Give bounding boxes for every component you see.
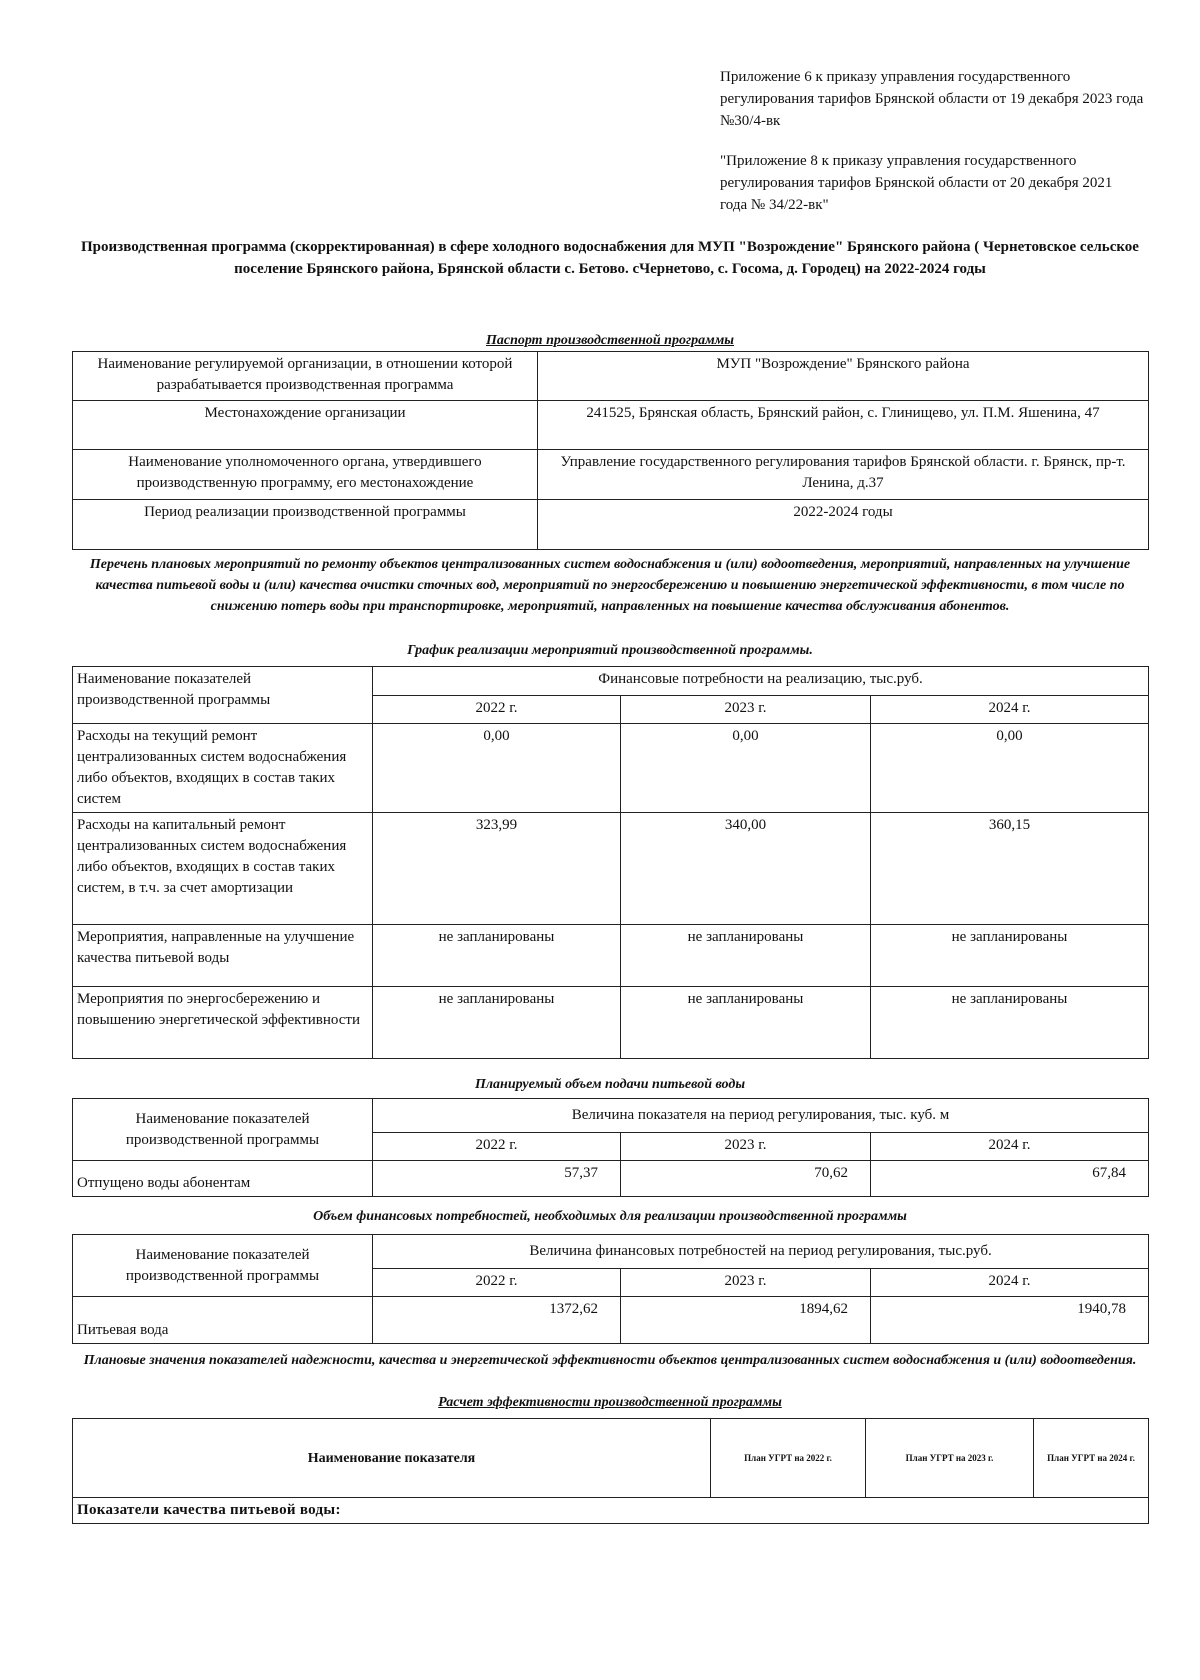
table-row bbox=[73, 1235, 1149, 1269]
passport-label: Местонахождение организации bbox=[73, 401, 538, 450]
passport-value: МУП "Возрождение" Брянского района bbox=[538, 352, 1149, 401]
table-row bbox=[73, 401, 1149, 450]
table-row bbox=[73, 352, 1149, 401]
document-title: Производственная программа (скорректированная) в сфере холодного водоснабжения для МУП "Возрождение" Брянского района ( Чернетовское сельское поселение Брянского района, Брянской области с. Бетово. сЧернетово, с. Госома, д. Городец) на 2022-2024 годы bbox=[81, 239, 1139, 277]
table-row bbox=[73, 987, 1149, 1059]
reliability-subcaption: Расчет эффективности производственной программы bbox=[438, 1395, 782, 1410]
row-label: Питьевая вода bbox=[73, 1297, 373, 1344]
table-row bbox=[73, 1297, 1149, 1344]
table-row bbox=[73, 813, 1149, 925]
table-cell: 57,37 bbox=[373, 1161, 621, 1197]
table-cell: 1940,78 bbox=[871, 1297, 1149, 1344]
column-header: Наименование показателей производственной программы bbox=[73, 667, 373, 724]
column-header: Наименование показателей производственной программы bbox=[73, 1099, 373, 1161]
column-group-header: Величина финансовых потребностей на период регулирования, тыс.руб. bbox=[373, 1235, 1149, 1269]
table-row bbox=[73, 724, 1149, 813]
passport-value: 2022-2024 годы bbox=[538, 500, 1149, 550]
table-cell: 340,00 bbox=[621, 813, 871, 925]
table-cell: не запланированы bbox=[871, 925, 1149, 987]
plan-header: План УГРТ на 2024 г. bbox=[1034, 1419, 1149, 1498]
table-row bbox=[73, 925, 1149, 987]
table-cell: 0,00 bbox=[621, 724, 871, 813]
passport-label: Наименование уполномоченного органа, утвердившего производственную программу, его местонахождение bbox=[73, 450, 538, 500]
table-row bbox=[73, 1419, 1149, 1498]
table-row bbox=[73, 1498, 1149, 1524]
table-row bbox=[73, 500, 1149, 550]
section-header: Показатели качества питьевой воды: bbox=[73, 1498, 1149, 1524]
measures-subcaption: График реализации мероприятий производственной программы. bbox=[407, 643, 813, 658]
row-label: Расходы на текущий ремонт централизованных систем водоснабжения либо объектов, входящих в состав таких систем bbox=[73, 724, 373, 813]
row-label: Мероприятия, направленные на улучшение качества питьевой воды bbox=[73, 925, 373, 987]
table-cell: 360,15 bbox=[871, 813, 1149, 925]
reliability-table bbox=[72, 1418, 1149, 1524]
plan-header: План УГРТ на 2022 г. bbox=[711, 1419, 866, 1498]
plan-header: План УГРТ на 2023 г. bbox=[866, 1419, 1034, 1498]
table-cell: 0,00 bbox=[373, 724, 621, 813]
table-cell: 323,99 bbox=[373, 813, 621, 925]
measures-table bbox=[72, 666, 1149, 1059]
table-cell: 1372,62 bbox=[373, 1297, 621, 1344]
year-header: 2023 г. bbox=[621, 1133, 871, 1161]
table-row bbox=[73, 450, 1149, 500]
column-header: Наименование показателя bbox=[73, 1419, 711, 1498]
table-row bbox=[73, 667, 1149, 696]
year-header: 2022 г. bbox=[373, 1269, 621, 1297]
table-cell: 1894,62 bbox=[621, 1297, 871, 1344]
finance-caption: Объем финансовых потребностей, необходимых для реализации производственной программы bbox=[313, 1209, 907, 1224]
reliability-caption: Плановые значения показателей надежности, качества и энергетической эффективности объектов централизованных систем водоснабжения и (или) водоотведения. bbox=[83, 1353, 1137, 1368]
table-cell: не запланированы bbox=[871, 987, 1149, 1059]
table-cell: 67,84 bbox=[871, 1161, 1149, 1197]
finance-table bbox=[72, 1234, 1149, 1344]
column-group-header: Величина показателя на период регулирования, тыс. куб. м bbox=[373, 1099, 1149, 1133]
table-cell: не запланированы bbox=[373, 925, 621, 987]
table-row bbox=[73, 1099, 1149, 1133]
year-header: 2024 г. bbox=[871, 1269, 1149, 1297]
column-header: Наименование показателей производственной программы bbox=[73, 1235, 373, 1297]
table-cell: не запланированы bbox=[621, 987, 871, 1059]
table-cell: 0,00 bbox=[871, 724, 1149, 813]
annex-8-note: "Приложение 8 к приказу управления государственного регулирования тарифов Брянской области от 20 декабря 2021 года № 34/22-вк" bbox=[720, 153, 1113, 213]
passport-label: Период реализации производственной программы bbox=[73, 500, 538, 550]
table-cell: 70,62 bbox=[621, 1161, 871, 1197]
volume-table bbox=[72, 1098, 1149, 1197]
year-header: 2022 г. bbox=[373, 696, 621, 724]
annex-6-note: Приложение 6 к приказу управления государственного регулирования тарифов Брянской области от 19 декабря 2023 года №30/4-вк bbox=[720, 69, 1144, 129]
row-label: Мероприятия по энергосбережению и повышению энергетической эффективности bbox=[73, 987, 373, 1059]
row-label: Расходы на капитальный ремонт централизованных систем водоснабжения либо объектов, входящих в состав таких систем, в т.ч. за счет амортизации bbox=[73, 813, 373, 925]
passport-label: Наименование регулируемой организации, в отношении которой разрабатывается производственная программа bbox=[73, 352, 538, 401]
table-cell: не запланированы bbox=[373, 987, 621, 1059]
passport-caption: Паспорт производственной программы bbox=[485, 333, 735, 348]
year-header: 2023 г. bbox=[621, 696, 871, 724]
table-cell: не запланированы bbox=[621, 925, 871, 987]
year-header: 2023 г. bbox=[621, 1269, 871, 1297]
passport-value: Управление государственного регулирования тарифов Брянской области. г. Брянск, пр-т. Ленина, д.37 bbox=[538, 450, 1149, 500]
passport-value: 241525, Брянская область, Брянский район, с. Глинищево, ул. П.М. Яшенина, 47 bbox=[538, 401, 1149, 450]
passport-table bbox=[72, 351, 1149, 550]
year-header: 2024 г. bbox=[871, 1133, 1149, 1161]
volume-caption: Планируемый объем подачи питьевой воды bbox=[474, 1077, 746, 1092]
column-group-header: Финансовые потребности на реализацию, тыс.руб. bbox=[373, 667, 1149, 696]
table-row bbox=[73, 1161, 1149, 1197]
year-header: 2024 г. bbox=[871, 696, 1149, 724]
row-label: Отпущено воды абонентам bbox=[73, 1161, 373, 1197]
measures-caption: Перечень плановых мероприятий по ремонту объектов централизованных систем водоснабжения и (или) водоотведения, мероприятий, направленных на улучшение качества питьевой воды и (или) качества очистки сточных вод, мероприятий по энергосбережению и повышению энергетической эффективности, в том числе по снижению потерь воды при транспортировке, мероприятий, направленных на повышение качества обслуживания абонентов. bbox=[89, 557, 1131, 614]
year-header: 2022 г. bbox=[373, 1133, 621, 1161]
